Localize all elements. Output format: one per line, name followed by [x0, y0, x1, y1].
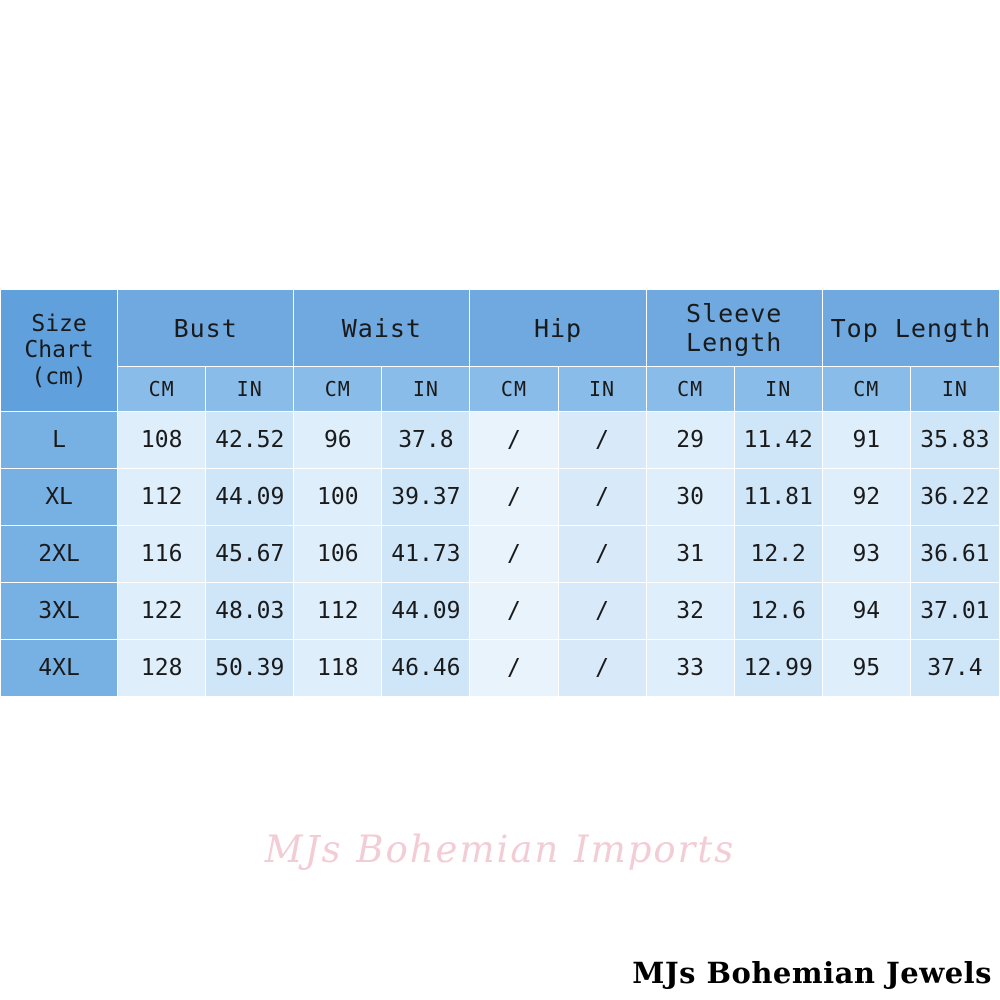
cell-waist-cm: 100: [294, 469, 382, 526]
header-group-hip: Hip: [470, 290, 646, 367]
header-unit-bust-cm: CM: [118, 367, 206, 412]
row-size-label: XL: [1, 469, 118, 526]
cell-bust-in: 45.67: [206, 526, 294, 583]
cell-waist-cm: 118: [294, 640, 382, 697]
header-unit-bust-in: IN: [206, 367, 294, 412]
cell-top-cm: 92: [822, 469, 910, 526]
cell-hip-in: /: [558, 640, 646, 697]
cell-waist-in: 39.37: [382, 469, 470, 526]
cell-top-cm: 94: [822, 583, 910, 640]
cell-sleeve-cm: 33: [646, 640, 734, 697]
cell-bust-in: 50.39: [206, 640, 294, 697]
header-unit-top-in: IN: [910, 367, 999, 412]
cell-waist-in: 46.46: [382, 640, 470, 697]
cell-top-cm: 93: [822, 526, 910, 583]
corner-line-3: (cm): [31, 363, 87, 390]
cell-bust-in: 48.03: [206, 583, 294, 640]
brand-footer: MJs Bohemian Jewels: [632, 956, 992, 990]
size-chart-container: [0, 289, 1000, 697]
cell-hip-in: /: [558, 469, 646, 526]
header-unit-waist-cm: CM: [294, 367, 382, 412]
corner-line-2: Chart: [24, 337, 94, 364]
row-size-label: 4XL: [1, 640, 118, 697]
cell-waist-cm: 106: [294, 526, 382, 583]
row-size-label: 3XL: [1, 583, 118, 640]
header-size-chart-corner: [1, 290, 118, 412]
cell-top-in: 37.4: [910, 640, 999, 697]
cell-bust-cm: 116: [118, 526, 206, 583]
header-unit-hip-cm: CM: [470, 367, 558, 412]
table-row: [1, 469, 1000, 526]
cell-waist-cm: 96: [294, 412, 382, 469]
cell-sleeve-in: 11.81: [734, 469, 822, 526]
header-group-sleeve-length: Sleeve Length: [646, 290, 822, 367]
cell-sleeve-in: 12.99: [734, 640, 822, 697]
cell-top-cm: 95: [822, 640, 910, 697]
table-header: [1, 290, 1000, 412]
cell-sleeve-in: 11.42: [734, 412, 822, 469]
size-chart-table: [0, 289, 1000, 697]
cell-top-in: 37.01: [910, 583, 999, 640]
cell-hip-cm: /: [470, 526, 558, 583]
cell-hip-in: /: [558, 583, 646, 640]
table-body: [1, 412, 1000, 697]
cell-sleeve-cm: 29: [646, 412, 734, 469]
cell-sleeve-cm: 30: [646, 469, 734, 526]
cell-hip-cm: /: [470, 640, 558, 697]
header-unit-sleeve-in: IN: [734, 367, 822, 412]
cell-hip-cm: /: [470, 469, 558, 526]
cell-hip-in: /: [558, 526, 646, 583]
table-header-group-row: [1, 290, 1000, 367]
watermark-text: MJs Bohemian Imports: [264, 828, 736, 871]
cell-sleeve-in: 12.6: [734, 583, 822, 640]
cell-sleeve-cm: 32: [646, 583, 734, 640]
cell-sleeve-cm: 31: [646, 526, 734, 583]
table-row: [1, 640, 1000, 697]
cell-bust-cm: 112: [118, 469, 206, 526]
cell-bust-cm: 128: [118, 640, 206, 697]
cell-top-in: 36.22: [910, 469, 999, 526]
header-unit-sleeve-cm: CM: [646, 367, 734, 412]
table-row: [1, 412, 1000, 469]
cell-bust-cm: 108: [118, 412, 206, 469]
row-size-label: L: [1, 412, 118, 469]
row-size-label: 2XL: [1, 526, 118, 583]
header-group-waist: Waist: [294, 290, 470, 367]
cell-hip-cm: /: [470, 583, 558, 640]
cell-bust-in: 42.52: [206, 412, 294, 469]
header-unit-top-cm: CM: [822, 367, 910, 412]
cell-waist-in: 37.8: [382, 412, 470, 469]
header-unit-waist-in: IN: [382, 367, 470, 412]
cell-waist-in: 44.09: [382, 583, 470, 640]
corner-line-1: Size: [31, 310, 87, 337]
header-group-top-length: Top Length: [822, 290, 999, 367]
cell-bust-in: 44.09: [206, 469, 294, 526]
table-row: [1, 583, 1000, 640]
cell-sleeve-in: 12.2: [734, 526, 822, 583]
cell-top-in: 35.83: [910, 412, 999, 469]
cell-hip-in: /: [558, 412, 646, 469]
header-unit-hip-in: IN: [558, 367, 646, 412]
table-row: [1, 526, 1000, 583]
header-group-bust: Bust: [118, 290, 294, 367]
cell-bust-cm: 122: [118, 583, 206, 640]
cell-waist-in: 41.73: [382, 526, 470, 583]
cell-top-in: 36.61: [910, 526, 999, 583]
table-header-unit-row: [1, 367, 1000, 412]
cell-waist-cm: 112: [294, 583, 382, 640]
cell-top-cm: 91: [822, 412, 910, 469]
cell-hip-cm: /: [470, 412, 558, 469]
